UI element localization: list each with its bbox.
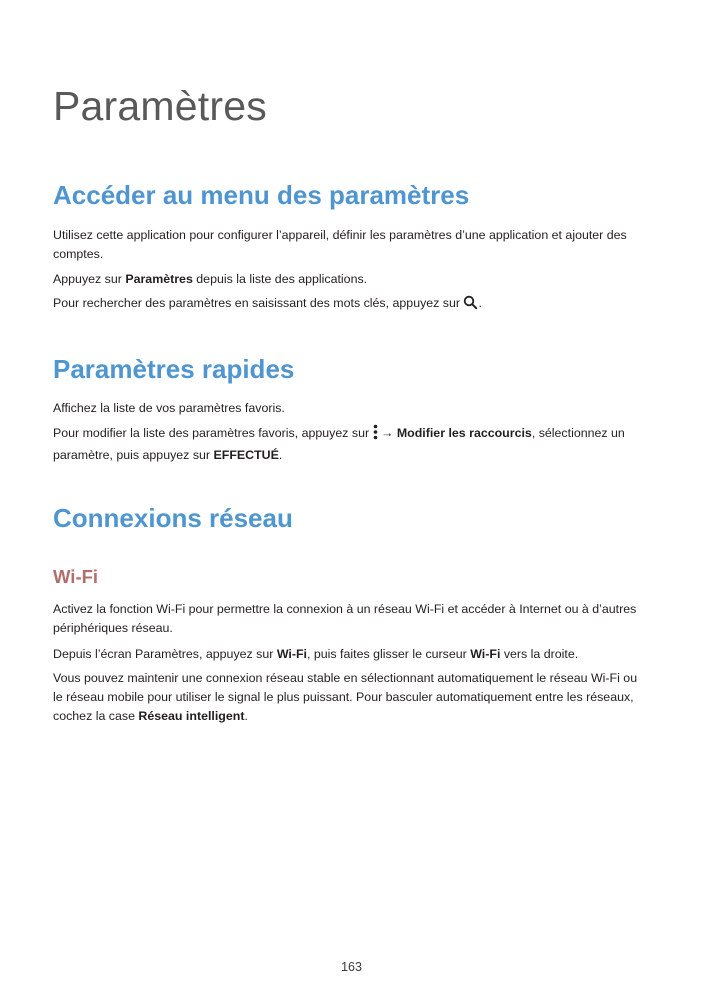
wifi-p3-bold: Réseau intelligent: [138, 709, 245, 723]
wifi-p2-text: Depuis l’écran Paramètres, appuyez sur: [53, 647, 277, 661]
wifi-p2-bold-2: Wi-Fi: [470, 647, 501, 661]
quick-p2-bold-1: Modifier les raccourcis: [396, 426, 532, 440]
quick-p2-arrow: →: [377, 426, 397, 440]
wifi-paragraph-1: Activez la fonction Wi-Fi pour permettre la connexion à un réseau Wi-Fi et accéder à Internet ou à d’autres périphériques réseau.: [53, 602, 637, 635]
access-p2-suffix: depuis la liste des applications.: [192, 272, 368, 286]
access-p3-suffix: .: [478, 296, 482, 310]
subsection-title-wifi: Wi-Fi: [53, 566, 99, 587]
quick-paragraph-1: Affichez la liste de vos paramètres favoris.: [53, 401, 285, 415]
access-paragraph-3: [53, 294, 643, 316]
quick-p2-mid: , sélectionnez un paramètre, puis appuyez sur: [53, 426, 625, 462]
wifi-p3-suffix: .: [244, 709, 248, 723]
wifi-p2-mid: , puis faites glisser le curseur: [307, 647, 471, 661]
section-title-network: Connexions réseau: [53, 503, 293, 533]
wifi-paragraph-3: [53, 669, 643, 726]
wifi-p3-text: Vous pouvez maintenir une connexion réseau stable en sélectionnant automatiquement le réseau Wi-Fi ou le réseau mobile pour utiliser le signal le plus puissant. Pour basculer automatiquement entre les réseaux, cochez la case: [53, 671, 638, 723]
access-p2-text: Appuyez sur: [53, 272, 126, 286]
search-icon: [463, 295, 478, 316]
chapter-title: Paramètres: [53, 83, 267, 129]
wifi-p2-bold-1: Wi-Fi: [276, 647, 307, 661]
quick-paragraph-2: [53, 424, 643, 465]
page-number: 163: [341, 960, 362, 974]
quick-p2-suffix: .: [278, 448, 283, 462]
quick-p2-text: Pour modifier la liste des paramètres favoris, appuyez sur: [53, 426, 373, 440]
wifi-paragraph-2: [53, 645, 643, 664]
access-p3-text: Pour rechercher des paramètres en saisissant des mots clés, appuyez sur: [53, 296, 464, 310]
wifi-p2-suffix: vers la droite.: [500, 647, 579, 661]
access-paragraph-2: [53, 270, 643, 289]
section-title-quick: Paramètres rapides: [53, 354, 295, 384]
access-p2-bold: Paramètres: [125, 272, 193, 286]
section-title-access: Accéder au menu des paramètres: [53, 180, 470, 210]
quick-p2-bold-2: EFFECTUÉ: [213, 448, 279, 462]
access-paragraph-1: Utilisez cette application pour configurer l’appareil, définir les paramètres d’une application et ajouter des comptes.: [53, 228, 627, 261]
